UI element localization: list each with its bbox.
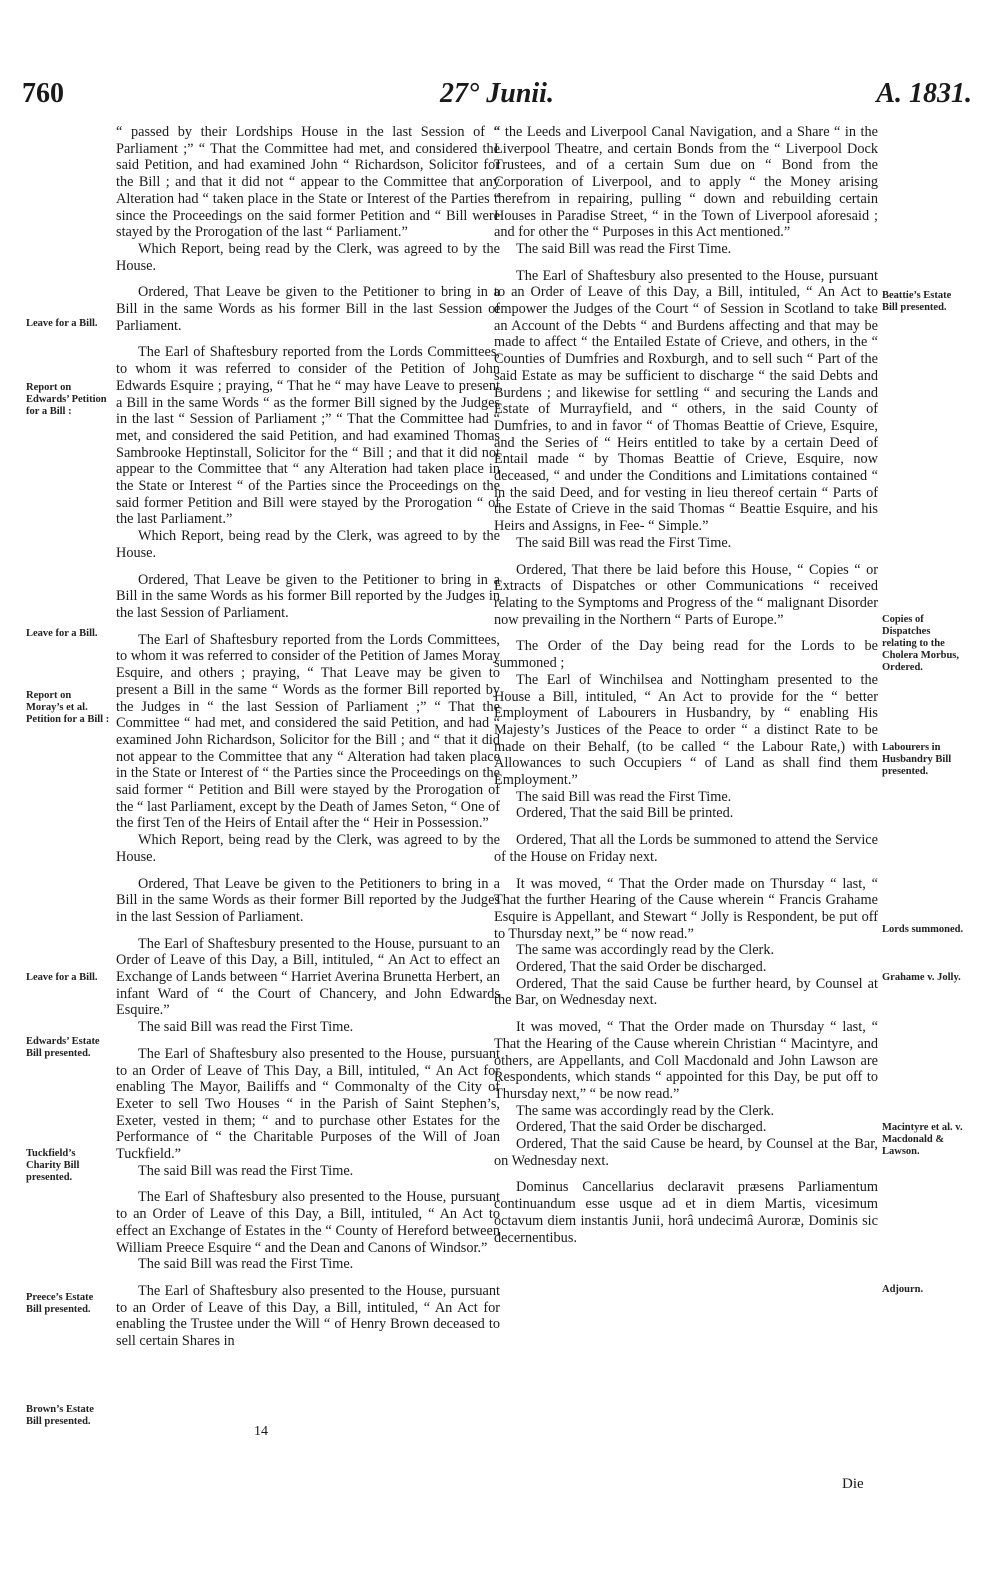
paragraph: Ordered, That all the Lords be summoned to attend the Service of the House on Friday next.: [494, 832, 878, 865]
entry-brown-continuation: [494, 124, 878, 258]
right-column: [494, 124, 878, 1256]
entry-continuation: [116, 124, 500, 274]
margin-note: Brown’s Estate Bill presented.: [26, 1404, 94, 1427]
paragraph: Ordered, That there be laid before this House, “ Copies “ or Extracts of Dispatches or other Communications “ received relating to the Symptoms and Progress of the “ malignant Disorder now prevailing in the Northern “ Parts of Europe.”: [494, 561, 878, 628]
paragraph: Which Report, being read by the Clerk, was agreed to by the House.: [116, 832, 500, 865]
margin-note: Grahame v. Jolly.: [882, 972, 961, 983]
entry-adjourn: [494, 1179, 878, 1246]
margin-note: Tuckfield’s Charity Bill presented.: [26, 1148, 80, 1183]
paragraph: Ordered, That the said Cause be heard, by Counsel at the Bar, on Wednesday next.: [494, 1136, 878, 1169]
page-date: 27° Junii.: [440, 78, 554, 109]
paragraph: Dominus Cancellarius declaravit præsens Parliamentum continuandum esse usque ad et in diem Martis, vicesimum octavum diem instantis Junii, horâ undecimâ Auroræ, Dominis sic decernentibus.: [494, 1179, 878, 1246]
margin-note: Edwards’ Estate Bill presented.: [26, 1036, 100, 1059]
paragraph: The Order of the Day being read for the Lords to be summoned ;: [494, 638, 878, 672]
paragraph: The Earl of Winchilsea and Nottingham presented to the House a Bill, intituled, “ An Act to provide for the “ better Employment of Labourers in Husbandry, by “ enabling His Majesty’s Justices of the Peace to order “ a distinct Rate to be made on their Behalf, (to be called “ the Labour Rate,) with Allowances to such Occupiers “ of Land as shall find them Employment.”: [494, 671, 878, 789]
paragraph: The Earl of Shaftesbury also presented to the House, pursuant to an Order of Leave of this Day, a Bill, intituled, “ An Act to effect an Exchange of Estates in the “ County of Hereford between William Preece Esquire “ and the Dean and Canons of Windsor.”: [116, 1189, 500, 1256]
margin-note: Copies of Dispatches relating to the Cholera Morbus, Ordered.: [882, 614, 959, 673]
paragraph: Ordered, That Leave be given to the Petitioner to bring in a Bill in the same Words as his former Bill reported by the Judges in the last Session of Parliament.: [116, 571, 500, 621]
margin-note: Report on Edwards’ Petition for a Bill :: [26, 382, 107, 417]
paragraph: The said Bill was read the First Time.: [516, 240, 732, 257]
paragraph: “ passed by their Lordships House in the last Session of “ Parliament ;” “ That the Committee had met, and considered the said Petition, and had examined John “ Richardson, Solicitor for the Bill ; and that it did not “ appear to the Committee that any Alteration had “ taken place in the State or Interest of the Parties “ since the Proceedings on the said former Petition and “ Bill were stayed by the Prorogation of the last “ Parliament.”: [116, 124, 500, 241]
page-year: A. 1831.: [876, 78, 972, 109]
entry-edwards-estate: [116, 936, 500, 1036]
paragraph: Ordered, That the said Cause be further heard, by Counsel at the Bar, on Wednesday next.: [494, 975, 878, 1009]
paragraph: Ordered, That Leave be given to the Petitioners to bring in a Bill in the same Words as their former Bill reported by the Judges in the last Session of Parliament.: [116, 875, 500, 925]
paragraph: Which Report, being read by the Clerk, was agreed to by the House.: [116, 240, 500, 274]
page-number: 760: [22, 78, 64, 109]
entry-labourers-bill: [494, 638, 878, 822]
paragraph: The said Bill was read the First Time.: [516, 534, 732, 551]
entry-lords-summoned: [494, 832, 878, 865]
entry-preece-estate: [116, 1189, 500, 1273]
paragraph: The Earl of Shaftesbury presented to the House, pursuant to an Order of Leave of this Day, a Bill, intituled, “ An Act to effect an Exchange of Lands between “ Harriet Averina Brunetta Herbert, an infant Ward of “ the Court of Chancery, and John Edwards Esquire.”: [116, 935, 500, 1019]
paragraph: The said Bill was read the First Time.: [516, 788, 732, 805]
page-header: [22, 78, 972, 118]
margin-note: Adjourn.: [882, 1284, 924, 1295]
entry-leave-bill-2: [116, 572, 500, 622]
entry-leave-bill-1: [116, 284, 500, 334]
paragraph: Ordered, That the said Order be discharged.: [516, 1119, 767, 1136]
paragraph: The said Bill was read the First Time.: [138, 1162, 354, 1179]
margin-note: Leave for a Bill.: [26, 972, 98, 983]
paragraph: The same was accordingly read by the Clerk.: [516, 1102, 775, 1119]
signature-mark: 14: [254, 1424, 268, 1439]
paragraph: Which Report, being read by the Clerk, was agreed to by the House.: [116, 528, 500, 561]
paragraph: Ordered, That the said Order be discharged.: [516, 959, 767, 976]
paragraph: The Earl of Shaftesbury also presented to the House, pursuant to an Order of Leave of this Day, a Bill, intituled, “ An Act for enabling the Trustee under the Will “ of Henry Brown deceased to sell certain Shares in: [116, 1283, 500, 1350]
margin-note: Macintyre et al. v. Macdonald & Lawson.: [882, 1122, 963, 1157]
entry-cholera-dispatches: [494, 562, 878, 629]
paragraph: The Earl of Shaftesbury also presented to the House, pursuant to an Order of Leave of this Day, a Bill, intituled, “ An Act to empower the Judges of the Court “ of Session in Scotland to take an Account of the Debts “ and Burdens affecting and that may be made to affect “ the Entailed Estate of Crieve, and others, in the “ Counties of Dumfries and Roxburgh, and to sell such “ Part of the said Estate as may be sufficient to discharge “ the said Debts and Burdens ; and likewise for settling “ and securing the Lands and Estate of Murrayfield, and “ others, in the said County of Dumfries, to and in favor “ of Thomas Beattie of Crieve, Esquire, and the Series of “ Heirs entitled to take by a certain Deed of Entail made “ by Thomas Beattie of Crieve, Esquire, now deceased, “ and under the Conditions and Limitations contained “ in the said Deed, and for vesting in lieu thereof certain “ Parts of the Estate of Crieve in the said Thomas “ Beattie Esquire, and his Heirs and Assigns, in Fee- “ Simple.”: [494, 267, 878, 535]
margin-note: Preece’s Estate Bill presented.: [26, 1292, 94, 1315]
paragraph: It was moved, “ That the Order made on Thursday “ last, “ That the further Hearing of the Cause wherein “ Francis Grahame Esquire is Appellant, and Stewart “ Jolly is Respondent, be put off to Thursday next,” be “ now read.”: [494, 875, 878, 942]
margin-note: Leave for a Bill.: [26, 318, 98, 329]
entry-brown-estate: [116, 1283, 500, 1350]
margin-note: Lords summoned.: [882, 924, 964, 935]
margin-note: Leave for a Bill.: [26, 628, 98, 639]
paragraph: The Earl of Shaftesbury reported from the Lords Committees, to whom it was referred to consider of the Petition of John Edwards Esquire ; praying, “ That he “ may have Leave to present a Bill in the same Words “ as the former Bill signed by the Judges in the last “ Session of Parliament ;” “ That the Committee had “ met, and considered the said Petition, and had examined Thomas Sambrooke Heptinstall, Solicitor for the “ Bill ; and that it did not appear to the Committee that “ any Alteration had taken place in the State or Interest “ of the Parties since the Proceedings on the said former Petition and Bill were stayed by the Prorogation “ of the last Parliament.”: [116, 344, 500, 528]
margin-note: Labourers in Husbandry Bill presented.: [882, 742, 952, 777]
left-column: [116, 124, 500, 1360]
entry-leave-bill-3: [116, 876, 500, 926]
paragraph: The said Bill was read the First Time.: [138, 1019, 354, 1036]
entry-moray-report: [116, 632, 500, 866]
entry-edwards-report: [116, 344, 500, 561]
entry-macintyre-macdonald: [494, 1019, 878, 1169]
paragraph: The Earl of Shaftesbury also presented to the House, pursuant to an Order of Leave of This Day, a Bill, intituled, “ An Act for enabling The Mayor, Bailiffs and “ Commonalty of the City of Exeter to sell Two Houses “ in the Parish of Saint Stephen’s, Exeter, vested in them; “ and to purchase other Estates for the Performance of “ the Charitable Purposes of the Will of Joan Tuckfield.”: [116, 1045, 500, 1163]
paragraph: “ the Leeds and Liverpool Canal Navigation, and a Share “ in the Liverpool Theatre, and certain Bonds from the “ Liverpool Dock Trustees, and of a certain Sum due on “ Bond from the Corporation of Liverpool, and to apply “ the Money arising therefrom in repairing, pulling “ down and rebuilding certain Houses in Paradise Street, “ in the Town of Liverpool aforesaid ; and for other the “ Purposes in this Act mentioned.”: [494, 124, 878, 241]
paragraph: Ordered, That the said Bill be printed.: [516, 805, 734, 822]
margin-note: Report on Moray’s et al. Petition for a Bill :: [26, 690, 110, 725]
margin-note: Beattie’s Estate Bill presented.: [882, 290, 952, 313]
paragraph: Ordered, That Leave be given to the Petitioner to bring in a Bill in the same Words as his former Bill in the last Session of Parliament.: [116, 284, 500, 334]
entry-tuckfield-charity: [116, 1046, 500, 1180]
paragraph: It was moved, “ That the Order made on Thursday “ last, “ That the Hearing of the Cause wherein Christian “ Macintyre, and others, are Appellants, and Coll Macdonald and John Lawson are Respondents, which stands “ appointed for this Day, be put off to Thursday next,” “ be now read.”: [494, 1019, 878, 1102]
paragraph: The same was accordingly read by the Clerk.: [516, 942, 775, 959]
paragraph: The said Bill was read the First Time.: [138, 1256, 354, 1273]
entry-grahame-jolly: [494, 876, 878, 1010]
entry-beattie-estate: [494, 268, 878, 552]
paragraph: The Earl of Shaftesbury reported from the Lords Committees, to whom it was referred to consider of the Petition of James Moray Esquire, and others ; praying, “ That Leave may be given to present a Bill in the same “ Words as the former Bill reported by the Judges in “ the last Session of Parliament ;” “ That the Committee “ had met, and considered the said Petition, and had “ examined John Richardson, Solicitor for the Bill ; and “ that it did not appear to the Committee that any “ Alteration had taken place in the State or Interest of “ the Parties since the Proceedings on the said former “ Petition and Bill were stayed by the Prorogation of the “ last Parliament, except by the Death of James Seton, “ One of the first Ten of the Heirs of Entail after the “ Heir in Possession.”: [116, 631, 500, 832]
catchword: Die: [842, 1476, 864, 1492]
